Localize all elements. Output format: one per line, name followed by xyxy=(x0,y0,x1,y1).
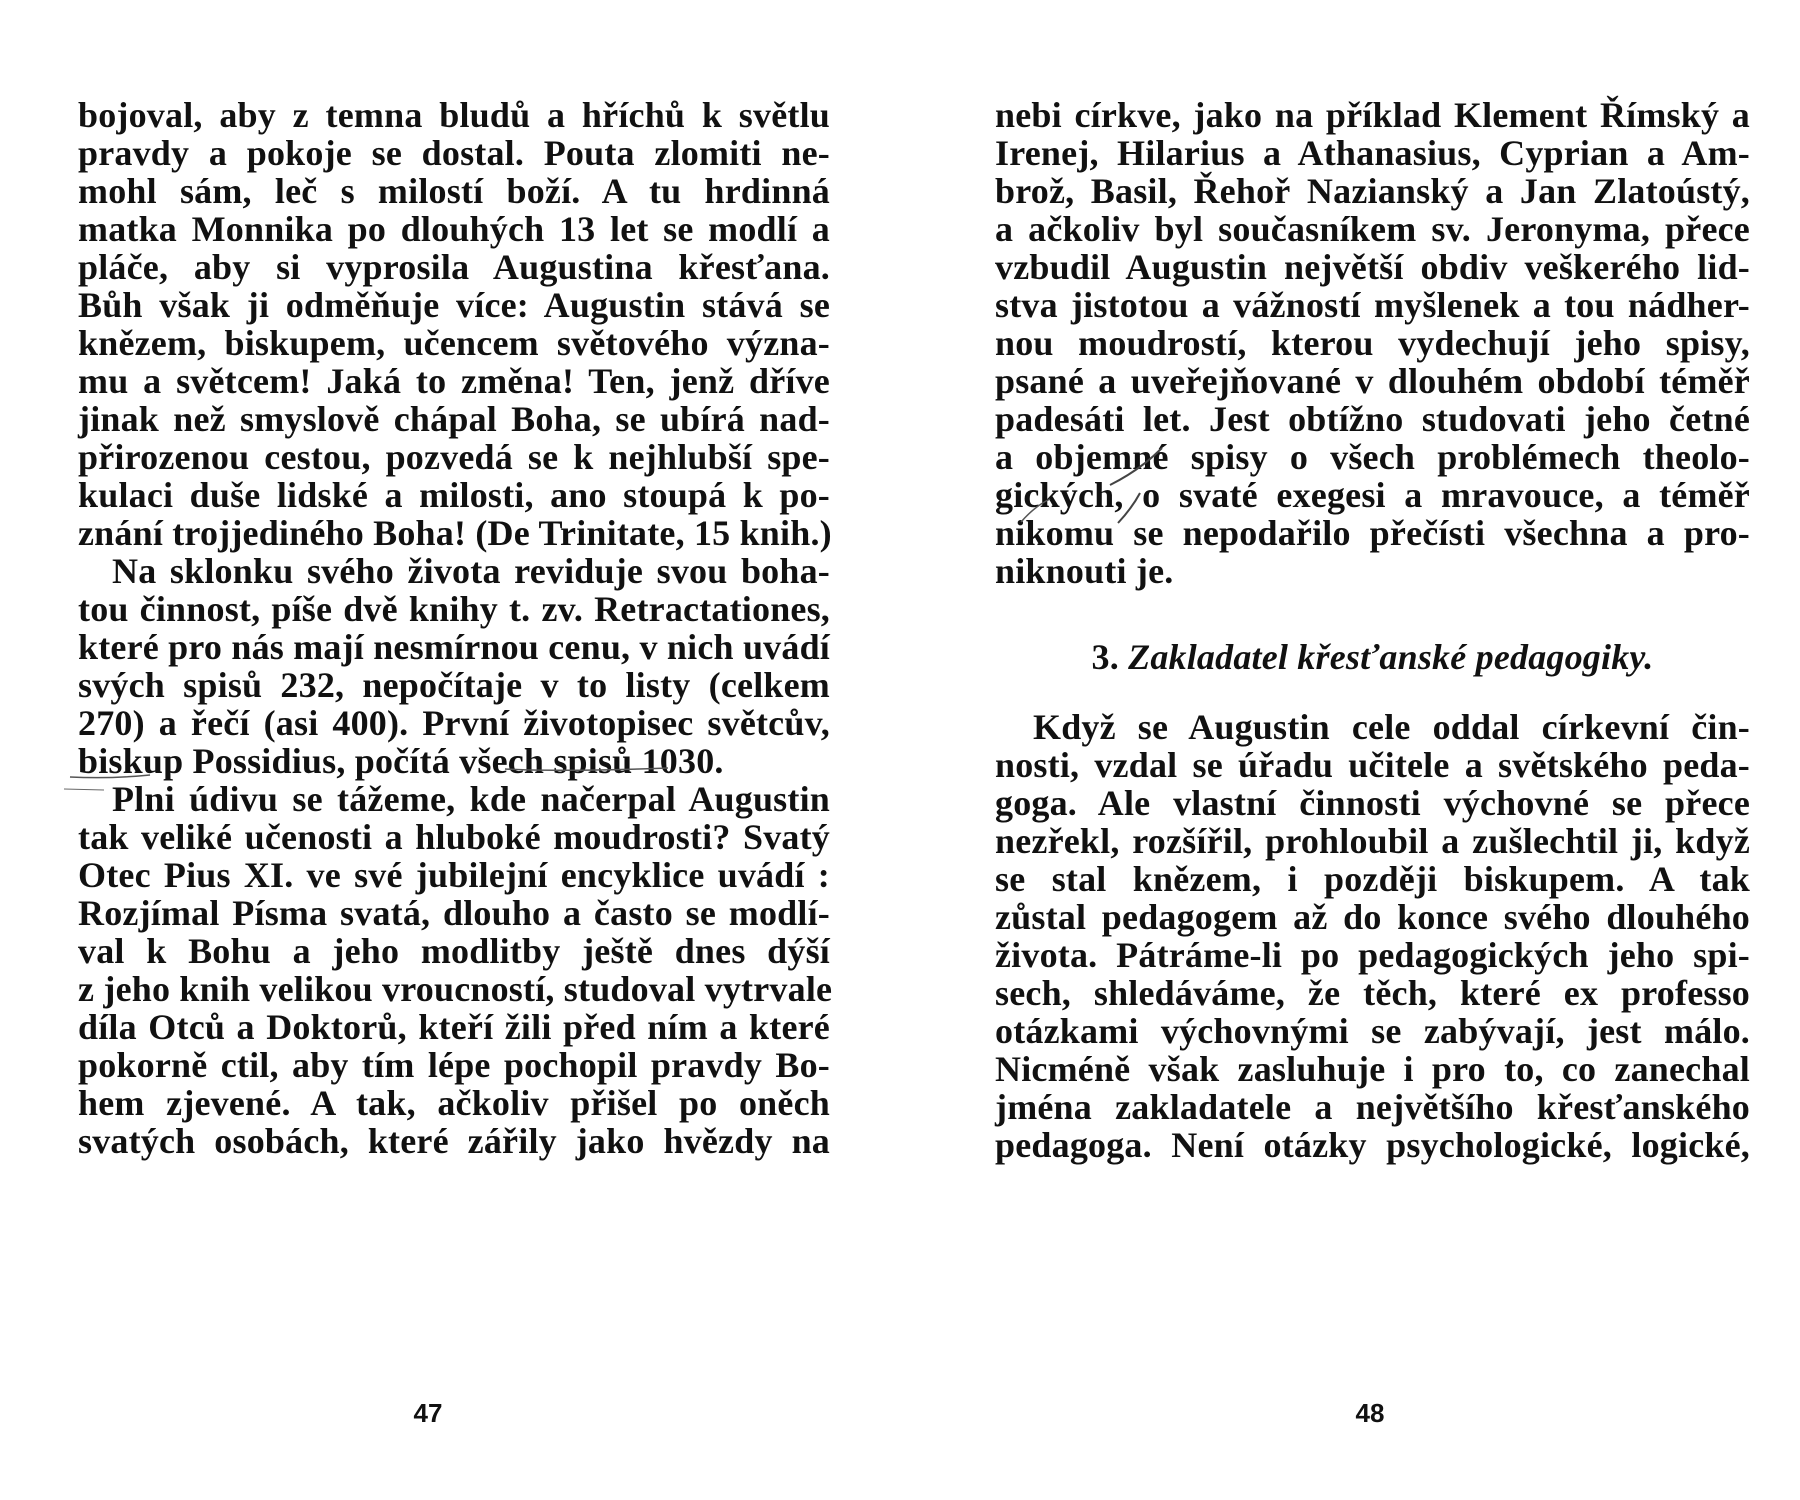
text-line: brož, Basil, Řehoř Nazianský a Jan Zlatoústý, xyxy=(995,171,1750,211)
text-line: nezřekl, rozšířil, prohloubil a zušlechtil ji, když xyxy=(995,821,1750,861)
text-line: biskup Possidius, počítá všech spisů 1030. xyxy=(78,741,724,781)
text-line: Když se Augustin cele oddal církevní čin- xyxy=(1033,707,1750,747)
text-line: zůstal pedagogem až do konce svého dlouhého xyxy=(995,897,1750,937)
text-line: mohl sám, leč s milostí boží. A tu hrdinná xyxy=(78,171,830,211)
text-line: sech, shledáváme, že těch, které ex professo xyxy=(995,973,1750,1013)
text-line: svých spisů 232, nepočítaje v to listy (celkem xyxy=(78,665,830,705)
text-line: Irenej, Hilarius a Athanasius, Cyprian a Am- xyxy=(995,133,1750,173)
text-line: pokorně ctil, aby tím lépe pochopil pravdy Bo- xyxy=(78,1045,830,1085)
text-line: Nicméně však zasluhuje i pro to, co zanechal xyxy=(995,1049,1750,1089)
page-number: 48 xyxy=(1355,1398,1385,1428)
text-line: pravdy a pokoje se dostal. Pouta zlomiti ne- xyxy=(78,133,830,173)
text-line: z jeho knih velikou vroucností, studoval vytrvale xyxy=(78,969,833,1009)
text-line: vzbudil Augustin největší obdiv veškerého lid- xyxy=(995,247,1750,287)
text-line: psané a uveřejňované v dlouhém období téměř xyxy=(995,361,1750,401)
text-line: bojoval, aby z temna bludů a hříchů k světlu xyxy=(78,95,830,135)
text-line: svatých osobách, které zářily jako hvězdy na xyxy=(78,1121,830,1161)
text-line: gických, o svaté exegesi a mravouce, a téměř xyxy=(995,475,1750,515)
text-line: jinak než smyslově chápal Boha, se ubírá nad- xyxy=(78,399,830,439)
text-line: které pro nás mají nesmírnou cenu, v nich uvádí xyxy=(78,627,830,667)
text-line: znání trojjediného Boha! (De Trinitate, 15 knih.) xyxy=(78,513,832,553)
text-line: díla Otců a Doktorů, kteří žili před ním a které xyxy=(78,1007,830,1047)
text-line: přirozenou cestou, pozvedá se k nejhlubší spe- xyxy=(78,437,830,477)
text-line: a objemné spisy o všech problémech theolo- xyxy=(995,437,1750,477)
text-line: Na sklonku svého života reviduje svou boha- xyxy=(112,551,830,591)
text-line: nou moudrostí, kterou vydechují jeho spisy, xyxy=(995,323,1750,363)
section-heading-title: Zakladatel křesťanské pedagogiky. xyxy=(1128,637,1654,677)
text-line: Plni údivu se tážeme, kde načerpal Augustin xyxy=(112,779,830,819)
text-line: hem zjevené. A tak, ačkoliv přišel po oněch xyxy=(78,1083,830,1123)
text-line: mu a světcem! Jaká to změna! Ten, jenž dříve xyxy=(78,361,830,401)
text-line: se stal knězem, i později biskupem. A tak xyxy=(995,859,1750,899)
section-heading xyxy=(995,635,1750,679)
text-line: života. Pátráme-li po pedagogických jeho spi- xyxy=(995,935,1750,975)
text-line: nikomu se nepodařilo přečísti všechna a pro- xyxy=(995,513,1750,553)
right-page xyxy=(900,0,1800,1500)
text-line: nebi církve, jako na příklad Klement Římský a xyxy=(995,95,1750,135)
text-line: otázkami výchovnými se zabývají, jest málo. xyxy=(995,1011,1750,1051)
text-line: niknouti je. xyxy=(995,551,1174,591)
text-line: stva jistotou a vážností myšlenek a tou nádher- xyxy=(995,285,1750,325)
text-line: knězem, biskupem, učencem světového význa- xyxy=(78,323,830,363)
text-line: tou činnost, píše dvě knihy t. zv. Retractationes, xyxy=(78,589,830,629)
text-line: kulaci duše lidské a milosti, ano stoupá k po- xyxy=(78,475,830,515)
text-line: 270) a řečí (asi 400). První životopisec světcův, xyxy=(78,703,830,743)
text-line: a ačkoliv byl současníkem sv. Jeronyma, přece xyxy=(995,209,1750,249)
text-line: Otec Pius XI. ve své jubilejní encyklice uvádí : xyxy=(78,855,830,895)
text-line: val k Bohu a jeho modlitby ještě dnes dýší xyxy=(78,931,830,971)
text-line: matka Monnika po dlouhých 13 let se modlí a xyxy=(78,209,830,249)
text-line: goga. Ale vlastní činnosti výchovné se přece xyxy=(995,783,1750,823)
text-line: pláče, aby si vyprosila Augustina křesťana. xyxy=(78,247,830,287)
text-line: Bůh však ji odměňuje více: Augustin stává se xyxy=(78,285,830,325)
text-line: jména zakladatele a největšího křesťanského xyxy=(995,1087,1750,1127)
text-line: nosti, vzdal se úřadu učitele a světského peda- xyxy=(995,745,1750,785)
text-line: padesáti let. Jest obtížno studovati jeho četné xyxy=(995,399,1750,439)
text-line: tak veliké učenosti a hluboké moudrosti? Svatý xyxy=(78,817,830,857)
page-number: 47 xyxy=(413,1398,443,1428)
section-heading-number: 3. xyxy=(1091,637,1119,677)
text-line: pedagoga. Není otázky psychologické, logické, xyxy=(995,1125,1750,1165)
text-line: Rozjímal Písma svatá, dlouho a často se modlí- xyxy=(78,893,830,933)
